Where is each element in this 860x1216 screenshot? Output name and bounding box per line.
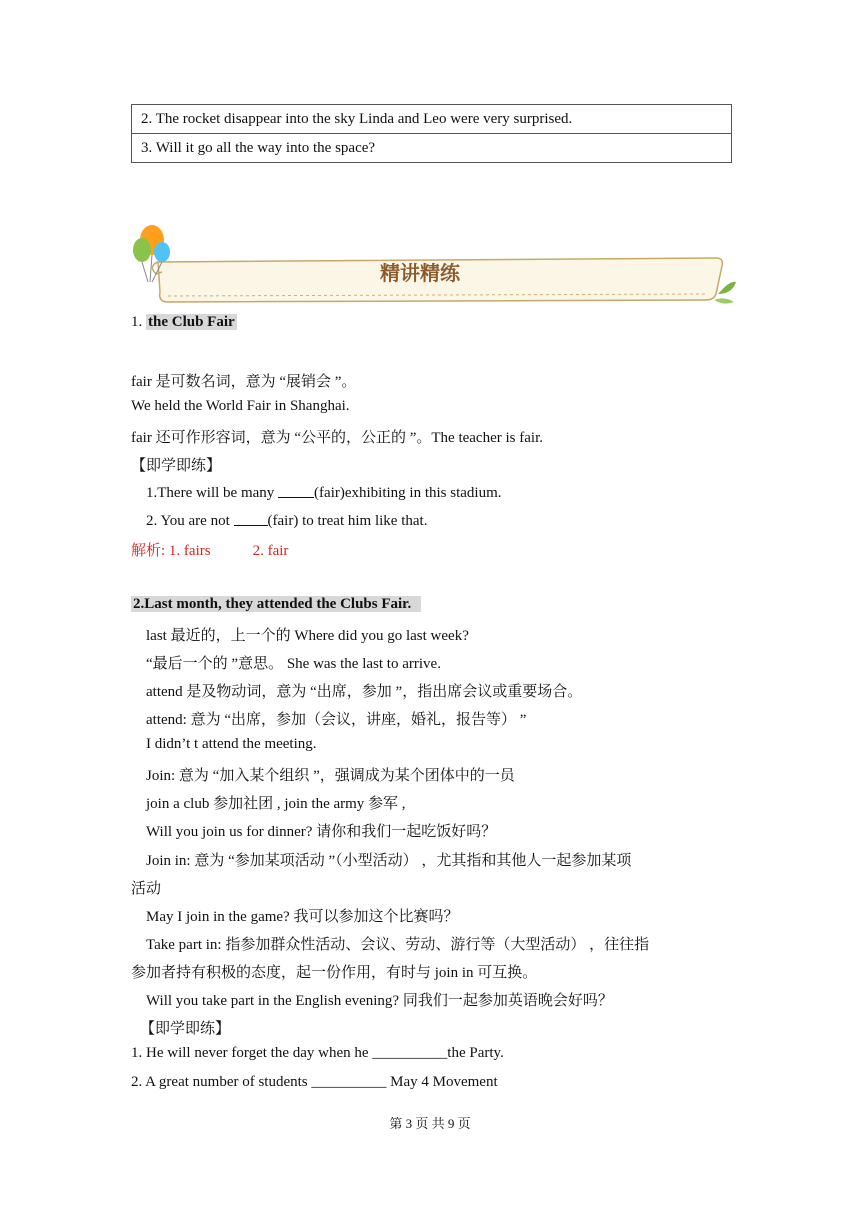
text-line: We held the World Fair in Shanghai. bbox=[131, 398, 350, 414]
text-line: Will you take part in the English evening? 同我们一起参加英语晚会好吗？ bbox=[146, 993, 613, 1009]
text-line: fair 是可数名词，意为 “展销会 ”。 bbox=[131, 374, 357, 390]
text-line: Take part in: 指参加群众性活动、会议、劳动、游行等（大型活动） ，往往指 bbox=[146, 937, 650, 953]
section2-heading bbox=[131, 596, 421, 613]
text-line: join a club 参加社团 , join the army 参军 , bbox=[146, 796, 406, 812]
section1-number: 1. bbox=[131, 314, 143, 330]
section1-title: the Club Fair bbox=[148, 314, 235, 330]
exercise-heading: 【即学即练】 bbox=[131, 458, 222, 474]
text-line: attend: 意为 “出席，参加（会议，讲座，婚礼，报告等） ” bbox=[146, 712, 527, 728]
page-footer: 第 3 页 共 9 页 bbox=[389, 1116, 471, 1131]
exercise-heading: 【即学即练】 bbox=[140, 1021, 231, 1037]
answer-key: 解析: 1. fairs 2. fair bbox=[131, 543, 289, 559]
sentence-table bbox=[131, 104, 732, 163]
text-line: May I join in the game? 我可以参加这个比赛吗？ bbox=[146, 909, 459, 925]
text-line: last 最近的，上一个的 Where did you go last week? bbox=[146, 628, 469, 644]
exercise-question: 2. You are not (fair) to treat him like that. bbox=[146, 513, 428, 529]
text-line: Join in: 意为 “参加某项活动 ”（小型活动） ，尤其指和其他人一起参加某项 bbox=[146, 853, 632, 869]
section2-title: 2.Last month, they attended the Clubs Fair. bbox=[131, 596, 421, 612]
text-line: “最后一个的 ”意思。 She was the last to arrive. bbox=[146, 656, 441, 672]
text-line: attend 是及物动词，意为 “出席，参加 ”，指出席会议或重要场合。 bbox=[146, 684, 583, 700]
section-banner bbox=[128, 222, 738, 310]
text-line: Will you join us for dinner? 请你和我们一起吃饭好吗？ bbox=[146, 824, 497, 840]
answer-blank bbox=[278, 483, 314, 498]
exercise-question: 2. A great number of students __________ May 4 Movement bbox=[131, 1074, 498, 1090]
text-line: 参加者持有积极的态度，起一份作用，有时与 join in 可互换。 bbox=[131, 965, 538, 981]
banner-title: 精讲精练 bbox=[380, 261, 460, 285]
table-row: 3. Will it go all the way into the space? bbox=[132, 133, 731, 162]
answer-blank bbox=[234, 511, 268, 526]
text-line: I didn’t t attend the meeting. bbox=[146, 736, 317, 752]
text-line: fair 还可作形容词，意为 “公平的，公正的 ”。The teacher is fair. bbox=[131, 430, 543, 446]
section1-heading bbox=[131, 314, 237, 331]
exercise-question: 1.There will be many (fair)exhibiting in this stadium. bbox=[146, 485, 502, 501]
text-line: 活动 bbox=[131, 881, 162, 897]
text-line: Join: 意为 “加入某个组织 ”，强调成为某个团体中的一员 bbox=[146, 768, 515, 784]
table-row: 2. The rocket disappear into the sky Linda and Leo were very surprised. bbox=[141, 111, 573, 127]
exercise-question: 1. He will never forget the day when he __________the Party. bbox=[131, 1045, 504, 1061]
